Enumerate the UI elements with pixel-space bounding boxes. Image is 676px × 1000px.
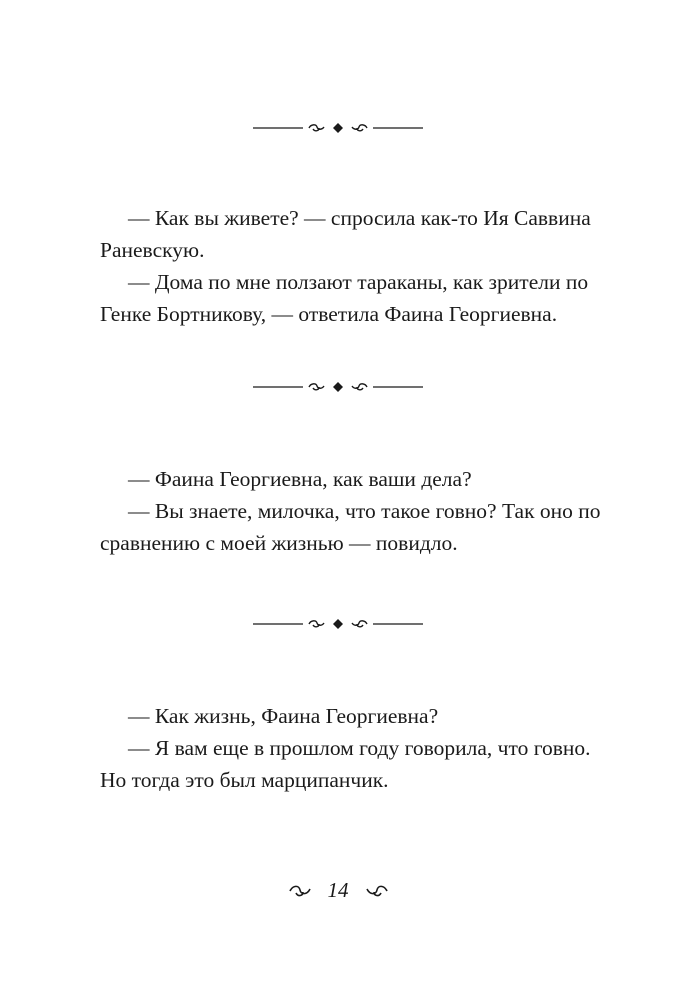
text-line: Генке Бортникову, — ответила Фаина Георгиевна.	[100, 302, 558, 326]
anecdote-block-2	[100, 463, 601, 559]
flourish-diamond-divider-icon	[253, 116, 423, 140]
text-line: Но тогда это был марципанчик.	[100, 768, 389, 792]
text-line: — Как вы живете? — спросила как-то Ия Саввина	[128, 206, 591, 230]
text-line: — Как жизнь, Фаина Георгиевна?	[128, 704, 439, 728]
flourish-diamond-divider-icon	[253, 375, 423, 399]
anecdote-block-1	[100, 202, 591, 330]
page-number: 14	[327, 878, 349, 902]
text-line: — Фаина Георгиевна, как ваши дела?	[128, 467, 472, 491]
text-line: Раневскую.	[100, 238, 205, 262]
section-divider	[0, 375, 676, 399]
section-divider	[0, 612, 676, 636]
left-flourish-icon	[288, 881, 314, 901]
page-folio	[0, 878, 676, 908]
text-line: — Вы знаете, милочка, что такое говно? Так оно по	[128, 499, 601, 523]
anecdote-block-3	[100, 700, 591, 796]
flourish-diamond-divider-icon	[253, 612, 423, 636]
text-line: — Дома по мне ползают тараканы, как зрители по	[128, 270, 589, 294]
section-divider	[0, 116, 676, 140]
right-flourish-icon	[363, 881, 389, 901]
text-line: — Я вам еще в прошлом году говорила, что говно.	[128, 736, 591, 760]
text-line: сравнению с моей жизнью — повидло.	[100, 531, 458, 555]
